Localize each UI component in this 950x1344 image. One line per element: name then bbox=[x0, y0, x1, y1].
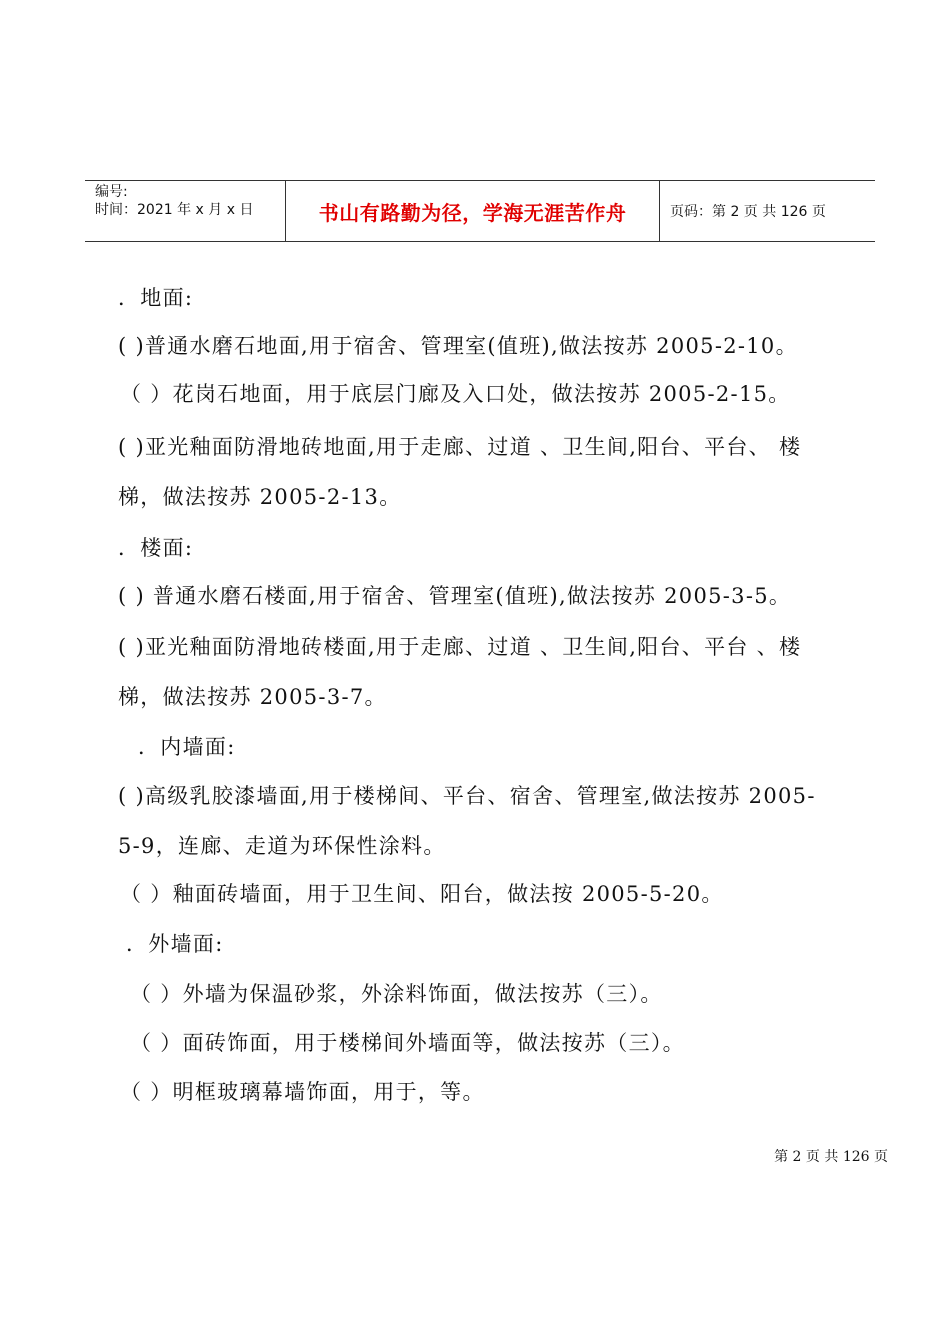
page-header bbox=[85, 180, 875, 242]
body-line: （ ）外墙为保温砂浆，外涂料饰面，做法按苏（三）。 bbox=[130, 982, 663, 1006]
body-line: ( )高级乳胶漆墙面,用于楼梯间、平台、宿舍、管理室,做法按苏 2005- bbox=[118, 784, 816, 808]
number-label: 编号: bbox=[95, 184, 128, 200]
section-heading-upper-floor: ．楼面: bbox=[118, 536, 194, 560]
page-footer: 第 2 页 共 126 页 bbox=[774, 1149, 888, 1165]
date-label: 时间：2021 年 x 月 x 日 bbox=[95, 202, 254, 218]
body-line: （ ）花岗石地面，用于底层门廊及入口处，做法按苏 2005-2-15。 bbox=[120, 382, 791, 406]
body-line: 梯，做法按苏 2005-3-7。 bbox=[118, 685, 387, 709]
section-heading-interior-wall: ．内墙面: bbox=[138, 735, 236, 759]
body-line: ( )普通水磨石地面,用于宿舍、管理室(值班),做法按苏 2005-2-10。 bbox=[118, 334, 798, 358]
body-line: ( )亚光釉面防滑地砖楼面,用于走廊、过道 、卫生间,阳台、平台 、楼 bbox=[118, 635, 802, 659]
body-line: 梯，做法按苏 2005-2-13。 bbox=[118, 485, 402, 509]
body-line: （ ）釉面砖墙面，用于卫生间、阳台，做法按 2005-5-20。 bbox=[120, 882, 724, 906]
body-line: （ ）明框玻璃幕墙饰面，用于，等。 bbox=[120, 1080, 485, 1104]
section-heading-floor: ．地面: bbox=[118, 286, 194, 310]
body-line: （ ）面砖饰面，用于楼梯间外墙面等，做法按苏（三）。 bbox=[130, 1031, 685, 1055]
header-divider-right bbox=[659, 181, 660, 241]
header-meta bbox=[95, 183, 253, 219]
header-page-info: 页码：第 2 页 共 126 页 bbox=[670, 204, 826, 220]
header-motto: 书山有路勤为径，学海无涯苦作舟 bbox=[318, 200, 627, 225]
body-line: ( )亚光釉面防滑地砖地面,用于走廊、过道 、卫生间,阳台、平台、 楼 bbox=[118, 435, 802, 459]
section-heading-exterior-wall: ．外墙面: bbox=[126, 932, 224, 956]
body-line: 5-9，连廊、走道为环保性涂料。 bbox=[118, 834, 446, 858]
body-line: ( ) 普通水磨石楼面,用于宿舍、管理室(值班),做法按苏 2005-3-5。 bbox=[118, 584, 792, 608]
